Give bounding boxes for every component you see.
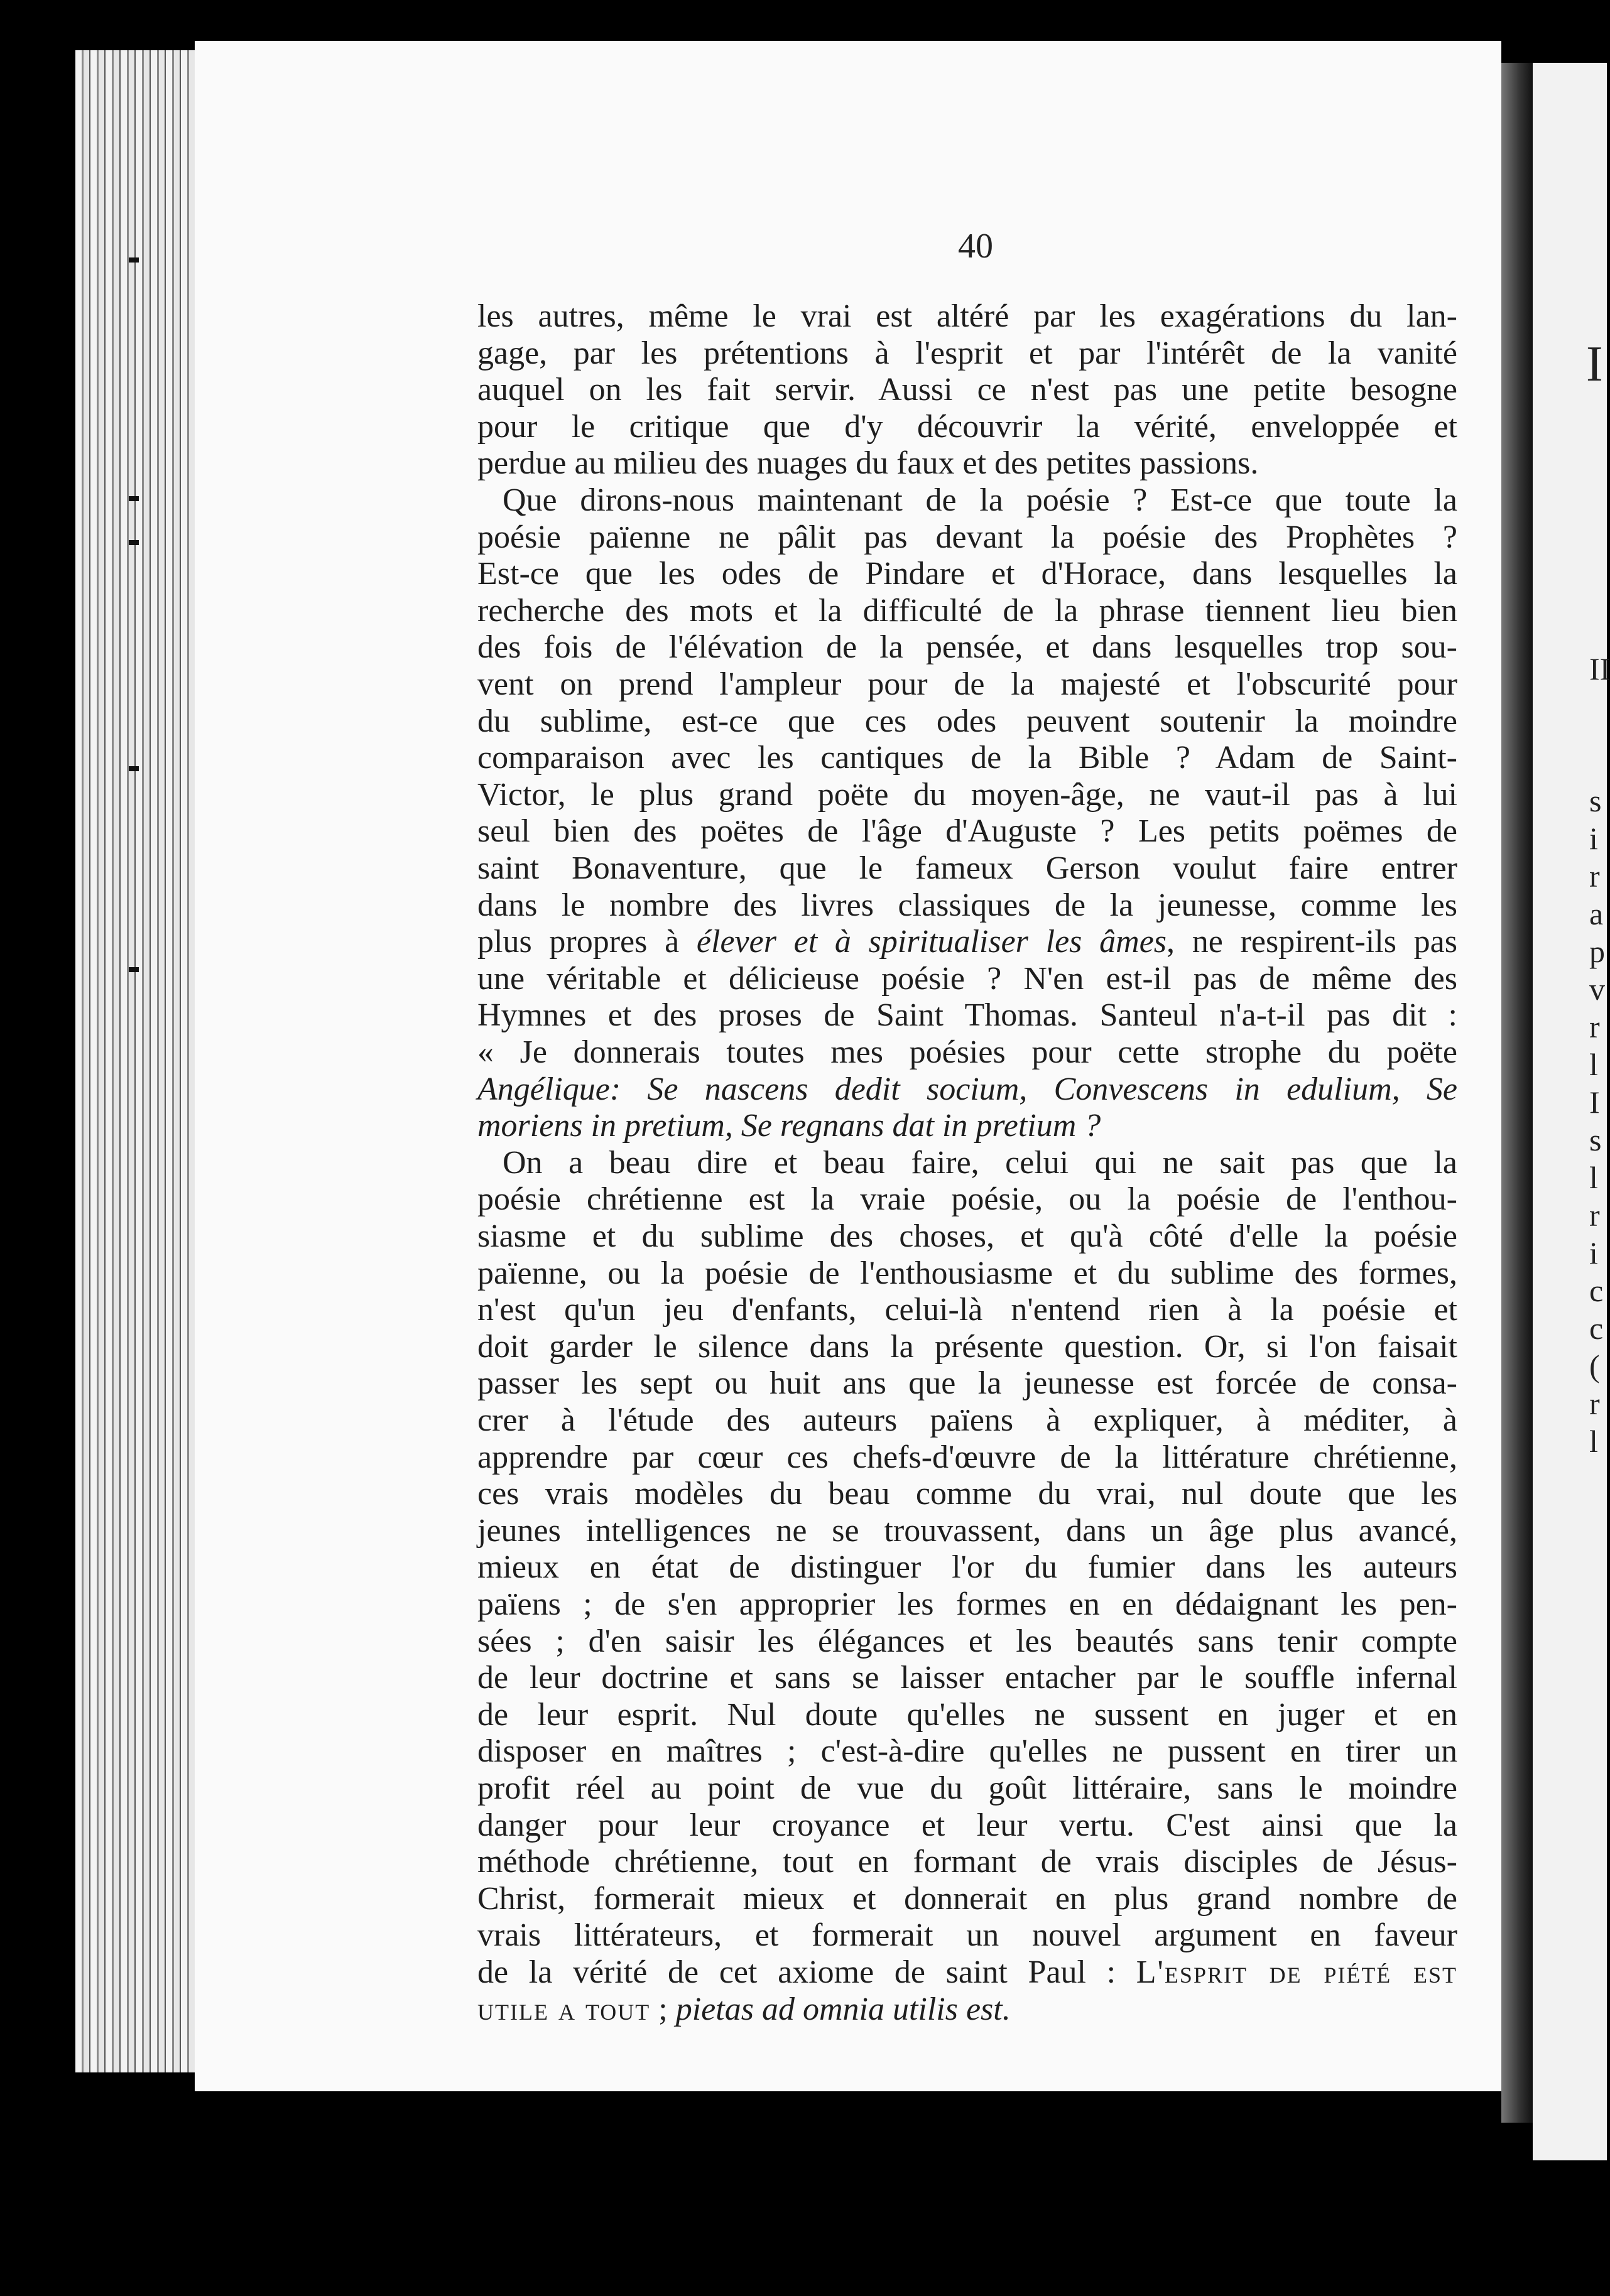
text-span: recherche des mots et la difficulté de la phrase tiennent lieu bien [477, 592, 1457, 629]
text-line [477, 1441, 1457, 1474]
text-span: Angélique: Se nascens dedit socium, Convescens in edulium, Se [477, 1071, 1457, 1107]
text-span: Hymnes et des proses de Saint Thomas. Santeul n'a-t-il pas dit : [477, 997, 1457, 1034]
text-line [477, 815, 1457, 848]
facing-page-glyph: i [1589, 1235, 1598, 1270]
text-line [477, 484, 1457, 517]
text-line [477, 1478, 1457, 1510]
text-line [477, 592, 1457, 629]
facing-page-glyph: r [1589, 858, 1600, 894]
text-span: poésie païenne ne pâlit pas devant la poésie des Prophètes ? [477, 519, 1457, 555]
facing-page-glyph: v [1589, 972, 1605, 1007]
text-line [477, 1846, 1457, 1878]
text-line [477, 1404, 1457, 1437]
text-span: plus propres à [477, 924, 697, 960]
text-line [477, 1919, 1457, 1952]
text-span: Victor, le plus grand poëte du moyen-âge, ne vaut-il pas à lui [477, 776, 1457, 813]
facing-page-glyph: c [1589, 1273, 1604, 1308]
text-span: jeunes intelligences ne se trouvassent, dans un âge plus avancé, [477, 1512, 1457, 1549]
text-span: passer les sept ou huit ans que la jeunesse est forcée de consa- [477, 1365, 1457, 1402]
text-line [477, 1183, 1457, 1216]
text-span: gage, par les prétentions à l'esprit et par l'intérêt de la vanité [477, 335, 1457, 371]
facing-page-glyph: II [1589, 651, 1610, 686]
text-span: vent on prend l'ampleur pour de la majesté et l'obscurité pour [477, 666, 1457, 702]
page-number: 40 [958, 227, 993, 266]
text-span: crer à l'étude des auteurs païens à expliquer, à méditer, à [477, 1402, 1457, 1438]
text-span: profit réel au point de vue du goût littéraire, sans le moindre [477, 1770, 1457, 1806]
facing-page-glyph: s [1589, 783, 1602, 818]
text-span: apprendre par cœur ces chefs-d'œuvre de la littérature chrétienne, [477, 1439, 1457, 1475]
text-span: de leur doctrine et sans se laisser entacher par le souffle infernal [477, 1660, 1457, 1696]
text-span: seul bien des poëtes de l'âge d'Auguste ? Les petits poëmes de [477, 813, 1457, 850]
text-span: de la vérité de cet axiome de saint Paul : [477, 1954, 1136, 1990]
facing-page-glyph: ( [1589, 1348, 1600, 1384]
text-line [477, 337, 1457, 370]
text-line [477, 1220, 1457, 1253]
text-span: saint Bonaventure, que le fameux Gerson voulut faire entrer [477, 850, 1457, 886]
text-span: Christ, formerait mieux et donnerait en plus grand nombre de [477, 1880, 1457, 1917]
facing-page-glyph: l [1589, 1160, 1598, 1195]
text-span: siasme et du sublime des choses, et qu'à côté d'elle la poésie [477, 1218, 1457, 1254]
text-line [477, 1328, 1457, 1365]
text-span: païens ; de s'en approprier les formes en en dédaignant les pen- [477, 1586, 1457, 1622]
text-line [477, 558, 1457, 590]
text-span: élever et à spiritualiser les âmes [696, 924, 1167, 960]
text-span: pour le critique que d'y découvrir la vérité, enveloppée et [477, 408, 1457, 445]
text-line [477, 889, 1457, 922]
text-line [477, 1551, 1457, 1584]
text-line [477, 668, 1457, 701]
text-span: perdue au milieu des nuages du faux et des petites passions. [477, 445, 1259, 482]
text-line [477, 1993, 1457, 2026]
text-line [477, 999, 1457, 1032]
text-line [477, 521, 1457, 554]
text-span: doit garder le silence dans la présente question. Or, si l'on faisait [477, 1328, 1457, 1365]
text-span: danger pour leur croyance et leur vertu. C'est ainsi que la [477, 1807, 1457, 1843]
text-span: auquel on les fait servir. Aussi ce n'est pas une petite besogne [477, 372, 1457, 408]
facing-page-glyph: r [1589, 1386, 1600, 1421]
text-line [477, 1625, 1457, 1658]
text-span: sées ; d'en saisir les élégances et les beautés sans tenir compte [477, 1623, 1457, 1659]
text-line [477, 1956, 1457, 1989]
text-span: de leur esprit. Nul doute qu'elles ne sussent en juger et en [477, 1696, 1457, 1733]
text-line [477, 1662, 1457, 1694]
text-span: comparaison avec les cantiques de la Bible ? Adam de Saint- [477, 740, 1457, 776]
text-line [477, 1073, 1457, 1106]
text-span: « Je donnerais toutes mes poésies pour cette strophe du poëte [477, 1034, 1457, 1070]
text-span: méthode chrétienne, tout en formant de vrais disciples de Jésus- [477, 1844, 1457, 1880]
text-line [477, 1294, 1457, 1326]
text-span: des fois de l'élévation de la pensée, et dans lesquelles trop sou- [477, 629, 1457, 666]
text-line [477, 447, 1457, 480]
facing-page-glyph: I [1589, 1085, 1600, 1120]
facing-page-glyph: r [1589, 1009, 1600, 1044]
text-span: L'esprit de piété est [1136, 1954, 1457, 1990]
text-line [477, 960, 1457, 997]
text-line [477, 1588, 1457, 1621]
text-span: On a beau dire et beau faire, celui qui ne sait pas que la [503, 1144, 1457, 1181]
text-span: vrais littérateurs, et formerait un nouvel argument en faveur [477, 1917, 1457, 1954]
facing-page-glyph: p [1589, 934, 1605, 969]
text-line [477, 1036, 1457, 1069]
text-line [477, 1880, 1457, 1917]
facing-page-glyph: a [1589, 896, 1604, 931]
text-span: les autres, même le vrai est altéré par les exagérations du lan- [477, 298, 1457, 334]
facing-page-glyph: s [1589, 1122, 1602, 1157]
text-span: disposer en maîtres ; c'est-à-dire qu'elles ne pussent en tirer un [477, 1733, 1457, 1770]
text-line [477, 776, 1457, 813]
text-span: une véritable et délicieuse poésie ? N'en est-il pas de même des [477, 960, 1457, 997]
text-span: Est-ce que les odes de Pindare et d'Horace, dans lesquelles la [477, 556, 1457, 592]
text-span: du sublime, est-ce que ces odes peuvent soutenir la moindre [477, 703, 1457, 739]
text-line [477, 1735, 1457, 1768]
text-span: pietas ad omnia utilis est. [675, 1991, 1011, 2027]
text-line [477, 408, 1457, 445]
text-line [477, 742, 1457, 774]
text-line [477, 300, 1457, 333]
text-line [477, 705, 1457, 738]
text-span: ; [650, 1991, 676, 2027]
text-span: n'est qu'un jeu d'enfants, celui-là n'entend rien à la poésie et [477, 1292, 1457, 1328]
facing-page-glyph: i [1589, 821, 1598, 856]
text-span: ces vrais modèles du beau comme du vrai, nul doute que les [477, 1476, 1457, 1512]
text-span: , ne respirent-ils pas [1167, 924, 1457, 960]
facing-page-glyph: r [1589, 1198, 1600, 1233]
text-span: utile a tout [477, 1991, 651, 2027]
text-span: mieux en état de distinguer l'or du fumier dans les auteurs [477, 1549, 1457, 1586]
facing-page-glyph: l [1589, 1047, 1598, 1082]
text-line [477, 1772, 1457, 1805]
facing-page-glyph: c [1589, 1311, 1604, 1346]
text-span: poésie chrétienne est la vraie poésie, ou la poésie de l'enthou- [477, 1181, 1457, 1218]
text-line [477, 1144, 1457, 1181]
facing-page-glyph: l [1589, 1424, 1598, 1459]
text-span: moriens in pretium, Se regnans dat in pretium ? [477, 1108, 1101, 1144]
text-line [477, 926, 1457, 958]
text-line [477, 1257, 1457, 1290]
text-line [477, 1809, 1457, 1842]
text-span: Que dirons-nous maintenant de la poésie ? Est-ce que toute la [503, 482, 1457, 518]
text-line [477, 852, 1457, 885]
text-line [477, 374, 1457, 406]
text-line [477, 1110, 1457, 1142]
text-line [477, 631, 1457, 664]
text-line [477, 1512, 1457, 1549]
text-span: dans le nombre des livres classiques de la jeunesse, comme les [477, 887, 1457, 923]
text-line [477, 1367, 1457, 1400]
text-line [477, 1696, 1457, 1733]
text-span: païenne, ou la poésie de l'enthousiasme et du sublime des formes, [477, 1255, 1457, 1291]
facing-page-glyph: I [1586, 337, 1603, 392]
